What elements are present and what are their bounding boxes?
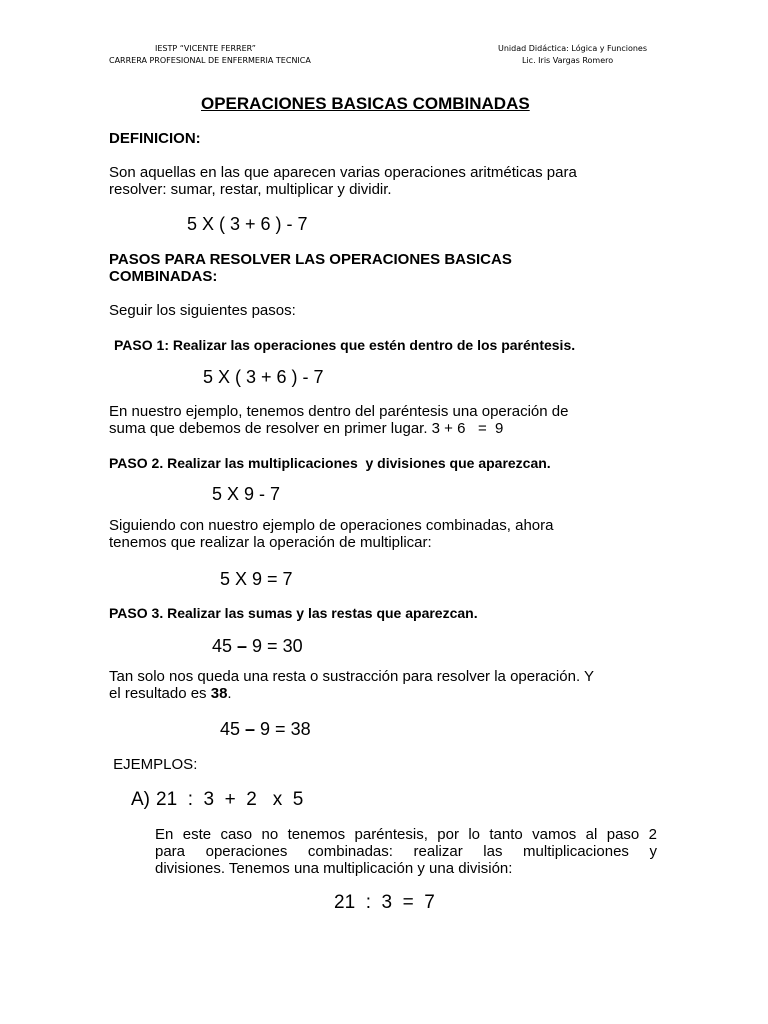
- page-title: OPERACIONES BASICAS COMBINADAS: [201, 94, 530, 113]
- definicion-heading: DEFINICION:: [109, 130, 201, 147]
- paso2-text-line1: Siguiendo con nuestro ejemplo de operaciones combinadas, ahora: [109, 517, 554, 534]
- ejemplo-a-text-line3: divisiones. Tenemos una multiplicación y una división:: [155, 860, 513, 877]
- paso3-text-suffix: .: [227, 685, 232, 702]
- paso3-text-line2: [109, 685, 232, 702]
- paso3-final-a: 45: [220, 719, 241, 739]
- header-program: CARRERA PROFESIONAL DE ENFERMERIA TECNICA: [109, 56, 311, 65]
- ejemplo-a-text-line2: para operaciones combinadas: realizar las multiplicaciones y: [155, 843, 657, 860]
- definicion-text-line1: Son aquellas en las que aparecen varias operaciones aritméticas para: [109, 164, 577, 181]
- paso1-title: PASO 1: Realizar las operaciones que estén dentro de los paréntesis.: [114, 337, 576, 353]
- paso3-final-b: 9 = 38: [260, 719, 311, 739]
- header-teacher: Lic. Iris Vargas Romero: [522, 56, 614, 65]
- pasos-intro: Seguir los siguientes pasos:: [109, 302, 296, 319]
- paso3-equation-a: 45: [212, 636, 233, 656]
- header-institution: IESTP “VICENTE FERRER”: [155, 44, 256, 53]
- ejemplo-a-text-line1: En este caso no tenemos paréntesis, por lo tanto vamos al paso 2: [155, 826, 657, 843]
- paso3-equation: [212, 636, 303, 657]
- paso1-equation: 5 X ( 3 + 6 ) - 7: [203, 367, 324, 387]
- ejemplo-a-label: A): [131, 789, 150, 810]
- ejemplo-a-result: 21 : 3 = 7: [334, 892, 435, 913]
- paso2-title: PASO 2. Realizar las multiplicaciones y divisiones que aparezcan.: [109, 455, 551, 471]
- paso2-text-line2: tenemos que realizar la operación de multiplicar:: [109, 534, 432, 551]
- ejemplos-heading: EJEMPLOS:: [109, 756, 198, 773]
- pasos-heading-line2: COMBINADAS:: [109, 268, 218, 285]
- pasos-heading-line1: PASOS PARA RESOLVER LAS OPERACIONES BASICAS: [109, 251, 512, 268]
- ejemplo-a-expression: 21 : 3 + 2 x 5: [156, 789, 304, 810]
- paso3-equation-b: 9 = 30: [252, 636, 303, 656]
- definicion-text-line2: resolver: sumar, restar, multiplicar y dividir.: [109, 181, 392, 198]
- ejemplo-a-paragraph: [155, 826, 657, 877]
- paso2-equation: 5 X 9 - 7: [212, 484, 281, 504]
- paso3-title: PASO 3. Realizar las sumas y las restas que aparezcan.: [109, 605, 478, 621]
- paso2-equation2: 5 X 9 = 7: [220, 569, 293, 589]
- definicion-equation: 5 X ( 3 + 6 ) - 7: [187, 214, 308, 234]
- paso3-text-prefix: el resultado es: [109, 685, 211, 702]
- paso1-text-line2: suma que debemos de resolver en primer lugar. 3 + 6 = 9: [109, 420, 504, 437]
- paso3-equation-dash: –: [232, 636, 253, 656]
- header-course: Unidad Didáctica: Lógica y Funciones: [498, 44, 648, 53]
- paso3-final-equation: [220, 719, 311, 740]
- paso1-text-line1: En nuestro ejemplo, tenemos dentro del paréntesis una operación de: [109, 403, 569, 420]
- paso3-text-line1: Tan solo nos queda una resta o sustracción para resolver la operación. Y: [109, 668, 595, 685]
- paso3-final-dash: –: [240, 719, 261, 739]
- paso3-result-value: 38: [210, 685, 228, 702]
